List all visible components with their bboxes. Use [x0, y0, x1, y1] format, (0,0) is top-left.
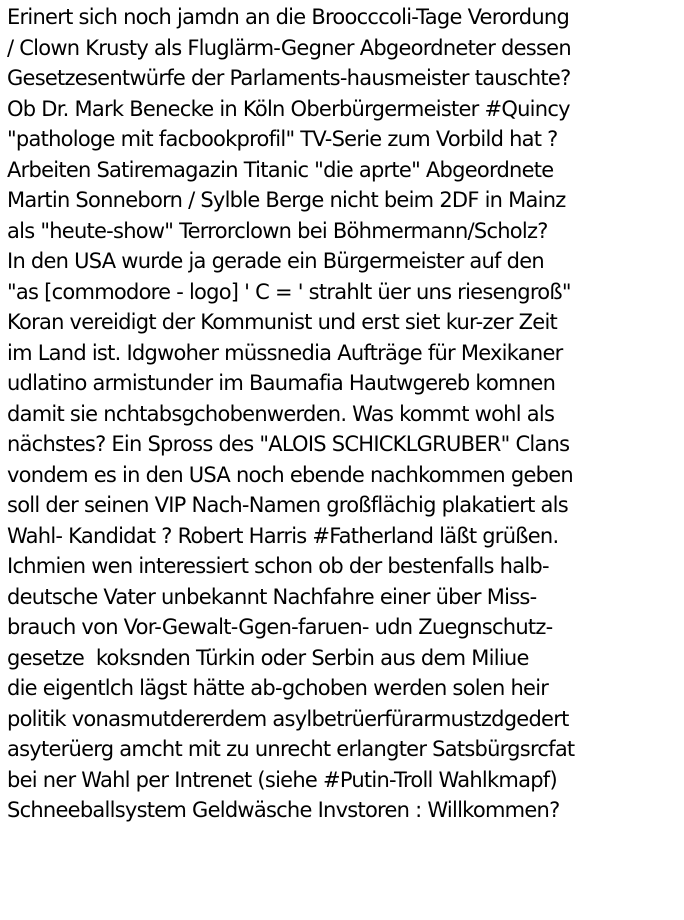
- text-line-10: "as [commodore - logo] ' C = ' strahlt üer uns riesengroß": [7, 279, 571, 304]
- text-line-16: vondem es in den USA noch ebende nachkommen geben: [7, 462, 573, 487]
- text-line-21: brauch von Vor-Gewalt-Ggen-faruen- udn Zuegnschutz-: [7, 615, 553, 639]
- text-line-18: Wahl- Kandidat ? Robert Harris #Fatherland läßt grüßen.: [7, 523, 559, 548]
- text-line-8: als "heute-show" Terrorclown bei Böhmermann/Scholz?: [7, 218, 548, 243]
- text-line-22: gesetze koksnden Türkin oder Serbin aus dem Miliue: [7, 645, 529, 670]
- text-line-17: soll der seinen VIP Nach-Namen großflächig plakatiert als: [7, 493, 568, 517]
- document-text-block: [7, 2, 683, 826]
- text-line-7: Martin Sonneborn / Sylble Berge nicht beim 2DF in Mainz: [7, 188, 566, 212]
- text-line-2: / Clown Krusty als Fluglärm-Gegner Abgeordneter dessen: [7, 35, 571, 60]
- text-line-23: die eigentlch lägst hätte ab-gchoben werden solen heir: [7, 676, 549, 700]
- text-line-4: Ob Dr. Mark Benecke in Köln Oberbürgermeister #Quincy: [7, 96, 570, 121]
- text-line-12: im Land ist. Idgwoher müssnedia Aufträge für Mexikaner: [7, 340, 563, 365]
- text-line-14: damit sie nchtabsgchobenwerden. Was kommt wohl als: [7, 401, 555, 426]
- text-line-25: asyterüerg amcht mit zu unrecht erlangter Satsbürgsrcfat: [7, 737, 575, 761]
- text-line-9: In den USA wurde ja gerade ein Bürgermeister auf den: [7, 249, 544, 273]
- text-line-24: politik vonasmutdererdem asylbetrüerfürarmustzdgedert: [7, 706, 569, 731]
- text-line-1: Erinert sich noch jamdn an die Broocccoli-Tage Verordung: [7, 5, 570, 29]
- text-line-5: "pathologe mit facbookprofil" TV-Serie zum Vorbild hat ?: [7, 127, 558, 151]
- text-line-13: udlatino armistunder im Baumafia Hautwgereb komnen: [7, 371, 556, 395]
- text-line-19: Ichmien wen interessiert schon ob der bestenfalls halb-: [7, 554, 549, 578]
- text-line-27: Schneeballsystem Geldwäsche Invstoren : Willkommen?: [7, 798, 560, 822]
- text-line-26: bei ner Wahl per Intrenet (siehe #Putin-Troll Wahlkmapf): [7, 767, 557, 792]
- text-line-6: Arbeiten Satiremagazin Titanic "die aprte" Abgeordnete: [7, 157, 554, 182]
- text-line-3: Gesetzesentwürfe der Parlaments-hausmeister tauschte?: [7, 66, 571, 90]
- text-line-15: nächstes? Ein Spross des "ALOIS SCHICKLGRUBER" Clans: [7, 432, 570, 456]
- text-line-11: Koran vereidigt der Kommunist und erst siet kur-zer Zeit: [7, 310, 558, 334]
- text-line-20: deutsche Vater unbekannt Nachfahre einer über Miss-: [7, 584, 537, 609]
